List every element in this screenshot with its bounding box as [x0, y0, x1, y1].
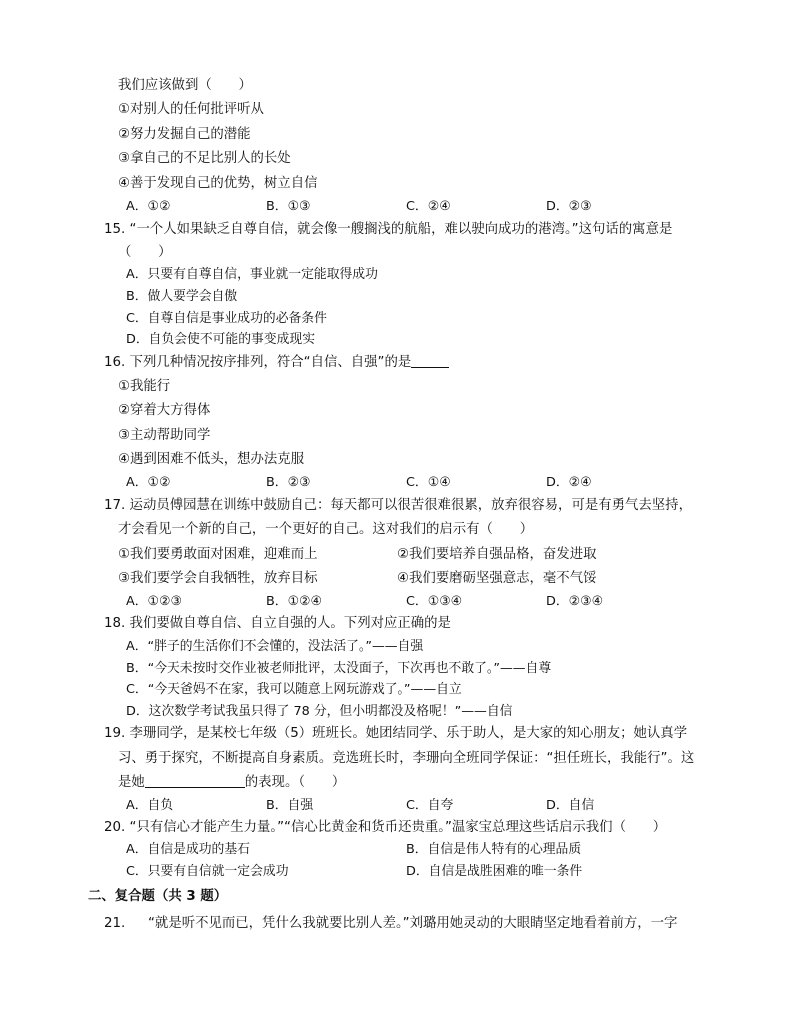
q17-option-b: B．①②④	[266, 594, 322, 609]
q20-option-c: C．只要有自信就一定会成功	[126, 864, 289, 879]
q16-option-b: B．②③	[266, 475, 311, 490]
q16-stem: 16. 下列几种情况按序排列，符合“自信、自强”的是	[104, 353, 449, 373]
q16-answer-blank	[411, 353, 449, 368]
q18-option-a: A．“胖子的生活你们不会懂的，没法活了。”——自强	[126, 639, 424, 654]
q17-option-a: A．①②③	[126, 594, 182, 609]
q16-option-d: D．②④	[546, 475, 592, 490]
q17-stem-line1: 17. 运动员傅园慧在训练中鼓励自己：每天都可以很苦很难很累，放弃很容易，可是有勇气去坚持，	[104, 498, 692, 513]
q21-text: “就是听不见而已，凭什么我就要比别人差。”刘璐用她灵动的大眼睛坚定地看着前方，一字	[148, 916, 678, 931]
q18-option-d: D．这次数学考试我虽只得了 78 分，但小明都没及格呢！”——自信	[126, 704, 513, 719]
q15-stem-line2: （ ）	[118, 245, 172, 260]
q19-stem-line2: 习、勇于探究，不断提高自身素质。竞选班长时，李珊向全班同学保证：“担任班长，我能行”。这	[118, 751, 695, 766]
q14-item-3: ③拿自己的不足比别人的长处	[118, 151, 291, 166]
q20-option-d: D．自信是战胜困难的唯一条件	[406, 864, 583, 879]
q14-option-c: C．②④	[406, 199, 451, 214]
q14-item-1: ①对别人的任何批评听从	[118, 102, 264, 117]
q19-stem-line1: 19. 李珊同学，是某校七年级（5）班班长。她团结同学、乐于助人，是大家的知心朋友；她认真学	[104, 726, 688, 741]
q19-option-a: A．自负	[126, 798, 174, 813]
q15-option-b: B．做人要学会自傲	[126, 289, 238, 304]
q17-option-c: C．①③④	[406, 594, 463, 609]
q17-item-2: ②我们要培养自强品格，奋发进取	[397, 547, 597, 562]
q19-option-b: B．自强	[266, 798, 314, 813]
q19-option-d: D．自信	[546, 798, 595, 813]
q19-option-c: C．自夸	[406, 798, 454, 813]
q16-item-1: ①我能行	[118, 379, 171, 394]
q15-stem-line1: 15. “一个人如果缺乏自尊自信，就会像一艘搁浅的航船，难以驶向成功的港湾。”这句话的寓意是	[104, 222, 673, 237]
q17-item-1: ①我们要勇敢面对困难，迎难而上	[118, 547, 318, 562]
q19-stem-line3: 是她 的表现。（ ）	[118, 775, 346, 790]
q20-option-b: B．自信是伟人特有的心理品质	[406, 842, 582, 857]
q14-option-a: A．①②	[126, 199, 171, 214]
q14-stem: 我们应该做到（ ）	[118, 78, 252, 93]
q17-item-3: ③我们要学会自我牺牲，放弃目标	[118, 571, 318, 586]
q14-item-4: ④善于发现自己的优势，树立自信	[118, 176, 318, 191]
q14-option-d: D．②③	[546, 199, 592, 214]
q18-option-b: B．“今天未按时交作业被老师批评，太没面子，下次再也不敢了。”——自尊	[126, 661, 552, 676]
q20-stem: 20. “只有信心才能产生力量。”“信心比黄金和货币还贵重。”温家宝总理这些话启示我们（ ）	[104, 820, 667, 835]
q16-option-a: A．①②	[126, 475, 171, 490]
q17-stem-line2: 才会看见一个新的自己，一个更好的自己。这对我们的启示有（ ）	[118, 522, 534, 537]
q17-item-4: ④我们要磨砺坚强意志，毫不气馁	[397, 571, 597, 586]
q19-answer-blank	[145, 773, 245, 788]
q17-option-d: D．②③④	[546, 594, 604, 609]
q18-option-c: C．“今天爸妈不在家，我可以随意上网玩游戏了。”——自立	[126, 682, 462, 697]
q20-option-a: A．自信是成功的基石	[126, 842, 250, 857]
q18-stem: 18. 我们要做自尊自信、自立自强的人。下列对应正确的是	[104, 616, 451, 631]
q14-option-b: B．①③	[266, 199, 311, 214]
q16-item-3: ③主动帮助同学	[118, 428, 211, 443]
q15-option-a: A．只要有自尊自信，事业就一定能取得成功	[126, 267, 378, 282]
section-2-title: 二、复合题（共 3 题）	[88, 889, 228, 904]
q16-item-2: ②穿着大方得体	[118, 403, 211, 418]
q16-item-4: ④遇到困难不低头，想办法克服	[118, 452, 305, 467]
q15-option-c: C．自尊自信是事业成功的必备条件	[126, 311, 327, 326]
q16-option-c: C．①④	[406, 475, 451, 490]
q21-number: 21.	[104, 916, 126, 931]
q15-option-d: D．自负会使不可能的事变成现实	[126, 332, 316, 347]
q14-item-2: ②努力发掘自己的潜能	[118, 127, 251, 142]
